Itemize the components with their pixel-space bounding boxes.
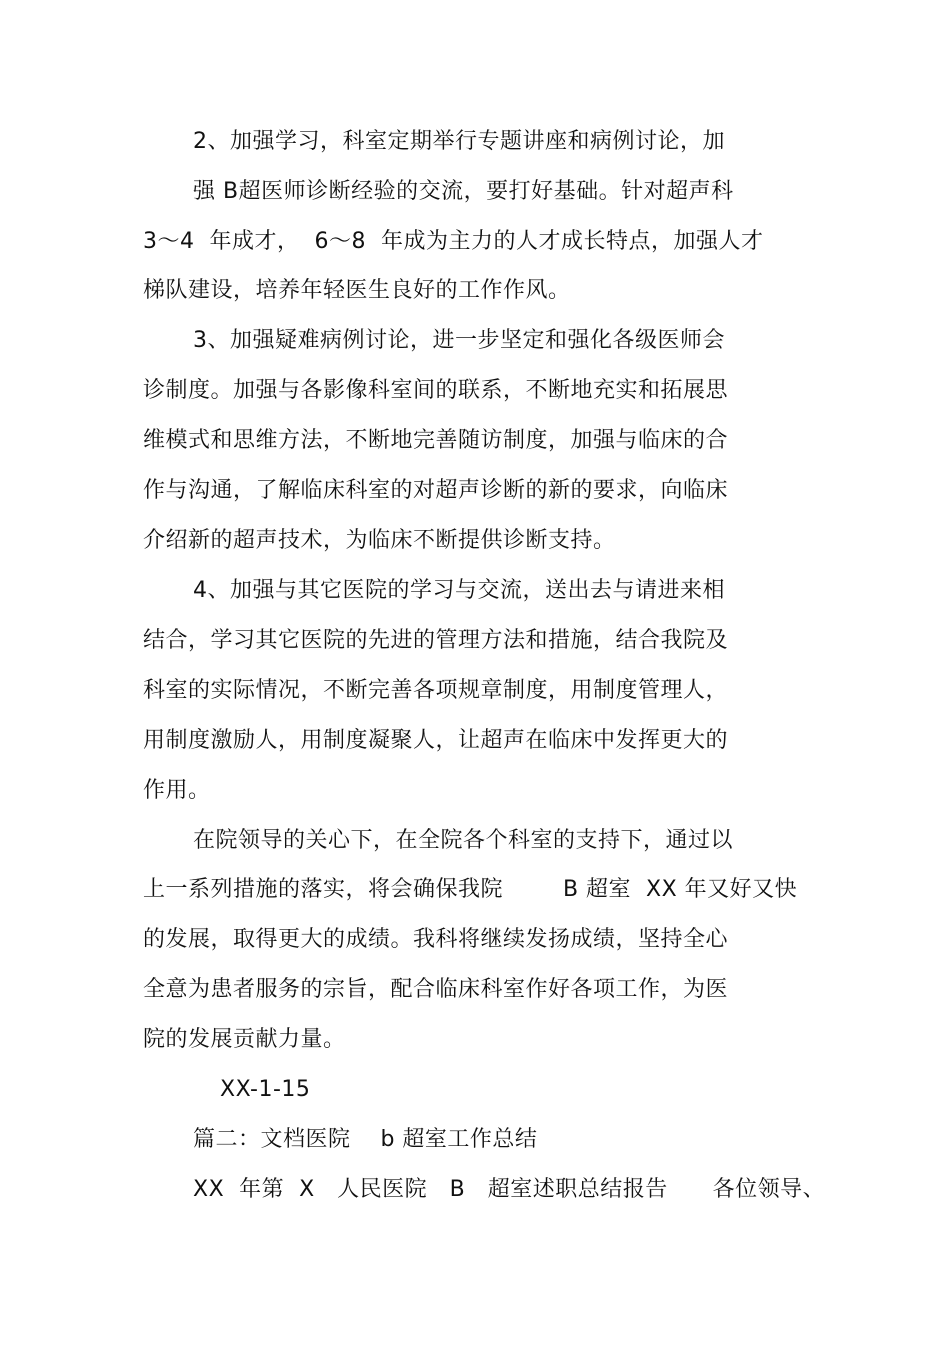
text-line-5: 3、加强疑难病例讨论，进一步坚定和强化各级医师会 [193,328,725,353]
text-line-6: 诊制度。加强与各影像科室间的联系，不断地充实和拓展思 [143,378,729,403]
text-line-9: 介绍新的超声技术，为临床不断提供诊断支持。 [143,528,616,553]
text-line-8: 作与沟通，了解临床科室的对超声诊断的新的要求，向临床 [143,478,729,503]
text-line-3: 3～4 年成才， 6～8 年成为主力的人才成长特点，加强人才 [143,229,764,254]
text-line-2: 强 B超医师诊断经验的交流，要打好基础。针对超声科 [193,179,734,204]
text-line-18: 全意为患者服务的宗旨，配合临床科室作好各项工作，为医 [143,977,729,1002]
text-line-19: 院的发展贡献力量。 [143,1027,346,1052]
text-line-16: 上一系列措施的落实，将会确保我院 B 超室 XX 年又好又快 [143,877,798,902]
text-line-12: 科室的实际情况，不断完善各项规章制度，用制度管理人， [143,678,729,703]
text-line-1: 2、加强学习，科室定期举行专题讲座和病例讨论，加 [193,129,725,154]
text-line-4: 梯队建设，培养年轻医生良好的工作作风。 [143,278,571,303]
report-title-line: XX 年第 X 人民医院 B 超室述职总结报告 各位领导、 [193,1177,826,1202]
text-line-7: 维模式和思维方法，不断地完善随访制度，加强与临床的合 [143,428,729,453]
date-line: XX-1-15 [220,1077,311,1102]
text-line-13: 用制度激励人，用制度凝聚人，让超声在临床中发挥更大的 [143,728,729,753]
text-line-17: 的发展，取得更大的成绩。我科将继续发扬成绩，坚持全心 [143,927,729,952]
text-line-10: 4、加强与其它医院的学习与交流，送出去与请进来相 [193,578,725,603]
text-line-14: 作用。 [143,778,211,803]
section-heading: 篇二：文档医院 b 超室工作总结 [193,1127,538,1152]
text-line-15: 在院领导的关心下，在全院各个科室的支持下，通过以 [193,828,734,853]
text-line-11: 结合，学习其它医院的先进的管理方法和措施，结合我院及 [143,628,729,653]
